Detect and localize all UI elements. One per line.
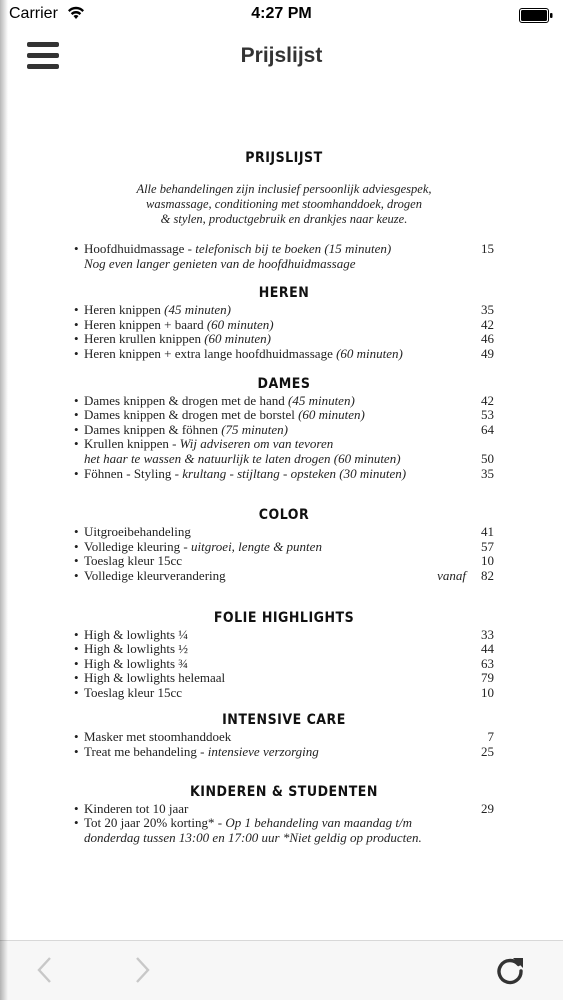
folie-list xyxy=(74,628,494,701)
list-item: • High & lowlights helemaal 79 xyxy=(74,670,494,686)
list-item: • Föhnen - Styling - krultang - stijltang - opsteken (30 minuten) 35 xyxy=(74,465,494,481)
list-item: • Uitgroeibehandeling 41 xyxy=(74,524,494,540)
chevron-left-icon[interactable] xyxy=(34,955,56,985)
navigation-bar xyxy=(0,30,563,86)
care-list xyxy=(74,730,494,759)
price-list-title: PRIJSLIJST xyxy=(245,150,323,166)
list-item: • Dames knippen & föhnen (75 minuten) 64 xyxy=(74,421,494,437)
carrier-label: Carrier xyxy=(9,5,58,22)
list-item: • Kinderen tot 10 jaar 29 xyxy=(74,800,494,816)
section-heading-dames: DAMES xyxy=(257,375,311,392)
list-item: • Masker met stoomhanddoek 7 xyxy=(74,729,494,745)
clock: 4:27 PM xyxy=(251,5,312,22)
list-item-continued: Nog even langer genieten van de hoofdhuidmassage xyxy=(84,255,356,271)
list-item: • Heren knippen (45 minuten) 35 xyxy=(74,302,494,318)
price-list xyxy=(74,150,494,845)
section-heading-kinderen-studenten: KINDEREN & STUDENTEN xyxy=(190,783,378,800)
list-item: • Heren knippen + baard (60 minuten) 42 xyxy=(74,316,494,332)
list-item: • Heren knippen + extra lange hoofdhuidmassage (60 minuten) 49 xyxy=(74,345,494,361)
list-item: • Volledige kleuring - uitgroei, lengte & punten 57 xyxy=(74,538,494,554)
kids-list xyxy=(74,802,494,846)
list-item: • Toeslag kleur 15cc 10 xyxy=(74,684,494,700)
section-heading-folie: FOLIE HIGHLIGHTS xyxy=(213,609,355,626)
list-item: • High & lowlights ½ 44 xyxy=(74,641,494,657)
list-item: • High & lowlights ¾ 63 xyxy=(74,655,494,671)
chevron-right-icon[interactable] xyxy=(131,955,153,985)
color-list xyxy=(74,525,494,583)
dames-list xyxy=(74,394,494,482)
drawer-edge-shadow xyxy=(0,0,8,1000)
list-item: • Hoofdhuidmassage - telefonisch bij te boeken (15 minuten) 15 xyxy=(74,241,494,256)
section-heading-heren: HEREN xyxy=(258,285,310,302)
list-item-continued: het haar te wassen & natuurlijk te laten drogen (60 minuten) 50 xyxy=(84,450,494,466)
list-item: • High & lowlights ¼ 33 xyxy=(74,626,494,642)
section-heading-intensive-care: INTENSIVE CARE xyxy=(222,712,346,729)
list-item: • Tot 20 jaar 20% korting* - Op 1 behandeling van maandag t/m xyxy=(74,815,413,831)
status-bar xyxy=(0,0,563,30)
list-item-continued: donderdag tussen 13:00 en 17:00 uur *Niet geldig op producten. xyxy=(84,829,422,845)
list-item: • Heren krullen knippen (60 minuten) 46 xyxy=(74,331,494,347)
heren-list xyxy=(74,303,494,361)
list-item: • Volledige kleurverandering vanaf 82 xyxy=(74,567,494,583)
price-prefix: vanaf xyxy=(437,567,466,583)
intro-text: Alle behandelingen zijn inclusief persoonlijk adviesgespek, wasmassage, conditioning met stoomhanddoek, drogen & stylen, productgebruik en drankjes naar keuze. xyxy=(136,182,432,226)
section-heading-color: COLOR xyxy=(258,507,310,524)
list-item: • Dames knippen & drogen met de hand (45 minuten) 42 xyxy=(74,392,494,408)
battery-icon xyxy=(519,8,553,23)
browser-toolbar xyxy=(0,940,563,1000)
list-item: • Toeslag kleur 15cc 10 xyxy=(74,553,494,569)
list-item: • Dames knippen & drogen met de borstel (60 minuten) 53 xyxy=(74,407,494,423)
list-item: • Treat me behandeling - intensieve verzorging 25 xyxy=(74,744,494,760)
reload-icon[interactable] xyxy=(494,954,526,986)
page-title: Prijslijst xyxy=(240,44,323,67)
list-item: • Krullen knippen - Wij adviseren om van tevoren xyxy=(74,436,334,452)
